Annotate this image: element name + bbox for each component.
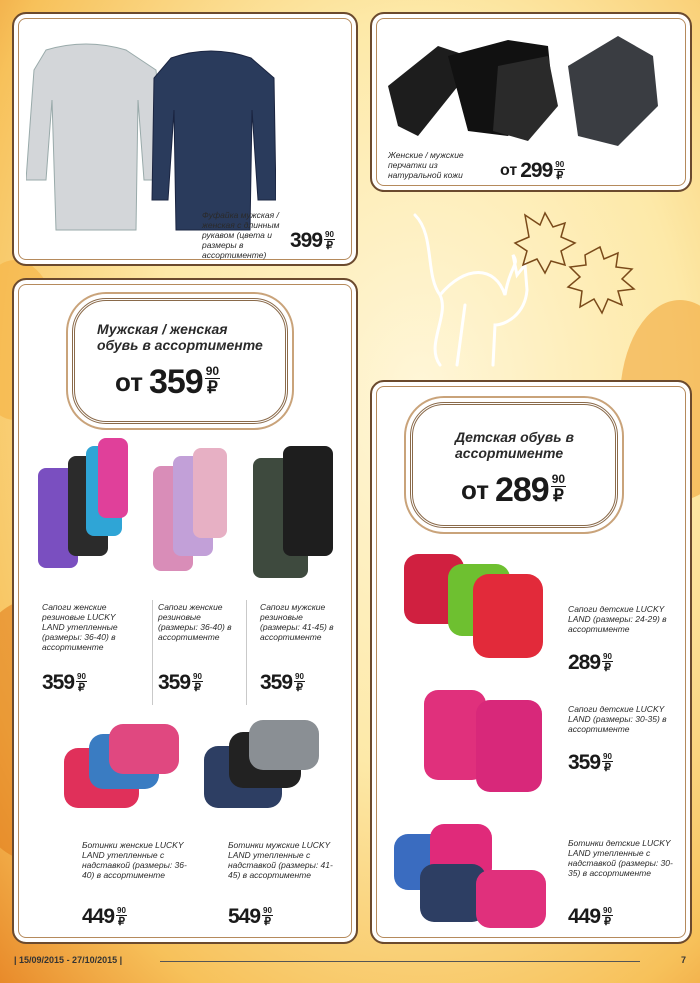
boots-women-price: 359 90 ₽ — [158, 671, 202, 694]
kids-shoes-badge — [410, 402, 618, 528]
gloves-price-from: от — [500, 162, 518, 179]
validity-dates: | 15/09/2015 - 27/10/2015 | — [14, 955, 123, 965]
rubber-boots-image — [28, 438, 348, 588]
column-divider — [152, 600, 153, 705]
boots-men-desc: Сапоги мужские резиновые (размеры: 41-45) в ассортименте — [260, 602, 334, 642]
kids-boots-large-price: 359 90 ₽ — [568, 751, 612, 774]
panel-adult-shoes — [12, 278, 358, 944]
ankle-men-desc: Ботинки мужские LUCKY LAND утепленные с надставкой (размеры: 41-45) в ассортименте — [228, 840, 333, 880]
ankle-men-price: 549 90 ₽ — [228, 905, 272, 928]
ankle-women-price: 449 90 ₽ — [82, 905, 126, 928]
page-number: 7 — [680, 955, 686, 965]
sweater-price: 399 90 ₽ — [290, 229, 334, 252]
kids-shoes-headline: Детская обувь в ассортименте — [455, 429, 574, 461]
gloves-description: Женские / мужские перчатки из натуральной кожи — [388, 150, 464, 180]
kids-boots-small-desc: Сапоги детские LUCKY LAND (размеры: 24-29) в ассортименте — [568, 604, 667, 634]
ankle-boots-image — [54, 716, 344, 826]
panel-gloves — [370, 12, 692, 192]
panel-kids-shoes — [370, 380, 692, 944]
kids-boots-large-image — [420, 684, 560, 794]
adult-shoes-headline: Мужская / женская обувь в ассортименте — [97, 321, 263, 353]
gloves-image — [378, 26, 678, 151]
boots-women-desc: Сапоги женские резиновые (размеры: 36-40) в ассортименте — [158, 602, 232, 642]
adult-shoes-from-price: от 359 90 ₽ — [115, 363, 220, 401]
column-divider — [246, 600, 247, 705]
kids-boots-small-price: 289 90 ₽ — [568, 651, 612, 674]
kids-ankle-boots-price: 449 90 ₽ — [568, 905, 612, 928]
adult-shoes-badge — [72, 298, 288, 424]
kids-ankle-boots-image — [390, 814, 560, 934]
kids-boots-large-desc: Сапоги детские LUCKY LAND (размеры: 30-35) в ассортименте — [568, 704, 667, 734]
boots-women-lucky-price: 359 90 ₽ — [42, 671, 86, 694]
sweater-description: Фуфайка мужская / женская с длинным рукавом (цвета и размеры в ассортименте) — [202, 210, 280, 260]
kids-ankle-boots-desc: Ботинки детские LUCKY LAND утепленные с надставкой (размеры: 30-35) в ассортименте — [568, 838, 673, 878]
ankle-women-desc: Ботинки женские LUCKY LAND утепленные с надставкой (размеры: 36-40) в ассортименте — [82, 840, 187, 880]
panel-sweaters — [12, 12, 358, 266]
cat-and-leaves-sketch — [395, 195, 685, 375]
boots-men-price: 359 90 ₽ — [260, 671, 304, 694]
kids-boots-small-image — [398, 544, 558, 664]
kids-shoes-from-price: от 289 90 ₽ — [461, 471, 566, 509]
gloves-price: от 299 90 ₽ — [500, 159, 565, 182]
footer-rule — [160, 961, 640, 962]
boots-women-lucky-desc: Сапоги женские резиновые LUCKY LAND утепленные (размеры: 36-40) в ассортименте — [42, 602, 118, 652]
